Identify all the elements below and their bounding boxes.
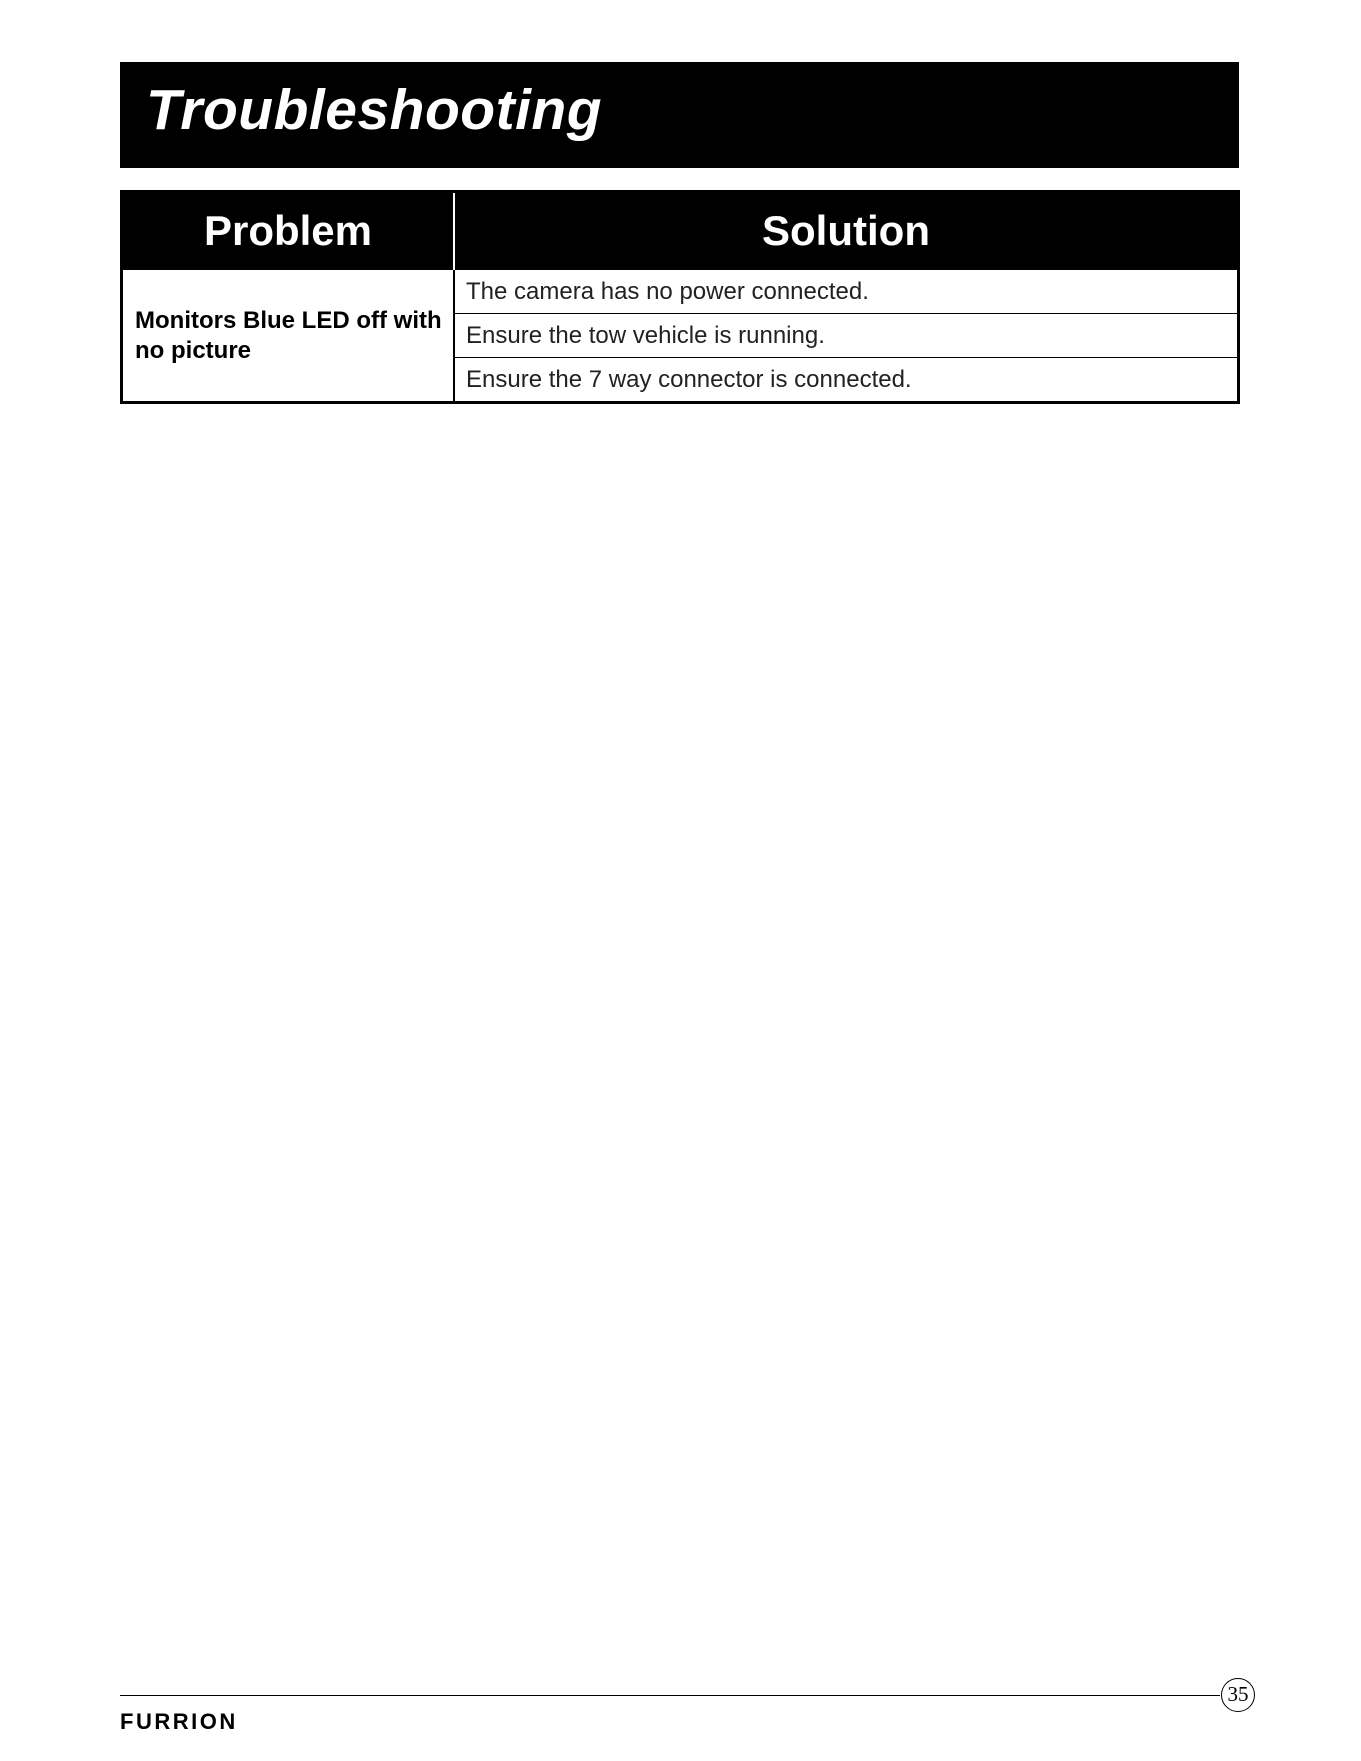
problem-cell: Monitors Blue LED off with no picture — [122, 270, 455, 403]
title-banner — [120, 62, 1239, 168]
solution-cell: Ensure the tow vehicle is running. — [454, 314, 1239, 358]
table-row — [122, 270, 1239, 314]
brand-logo: FURRION — [120, 1709, 238, 1734]
solution-cell: The camera has no power connected. — [454, 270, 1239, 314]
page-title: Troubleshooting — [146, 78, 603, 142]
table-header-row — [122, 192, 1239, 270]
column-header-solution: Solution — [454, 192, 1239, 270]
footer-divider — [120, 1695, 1220, 1696]
troubleshooting-table — [120, 190, 1240, 404]
table-header — [122, 192, 1239, 270]
solution-cell: Ensure the 7 way connector is connected. — [454, 358, 1239, 403]
table-body — [122, 270, 1239, 403]
page-number: 35 — [1221, 1678, 1255, 1712]
column-header-problem: Problem — [122, 192, 455, 270]
